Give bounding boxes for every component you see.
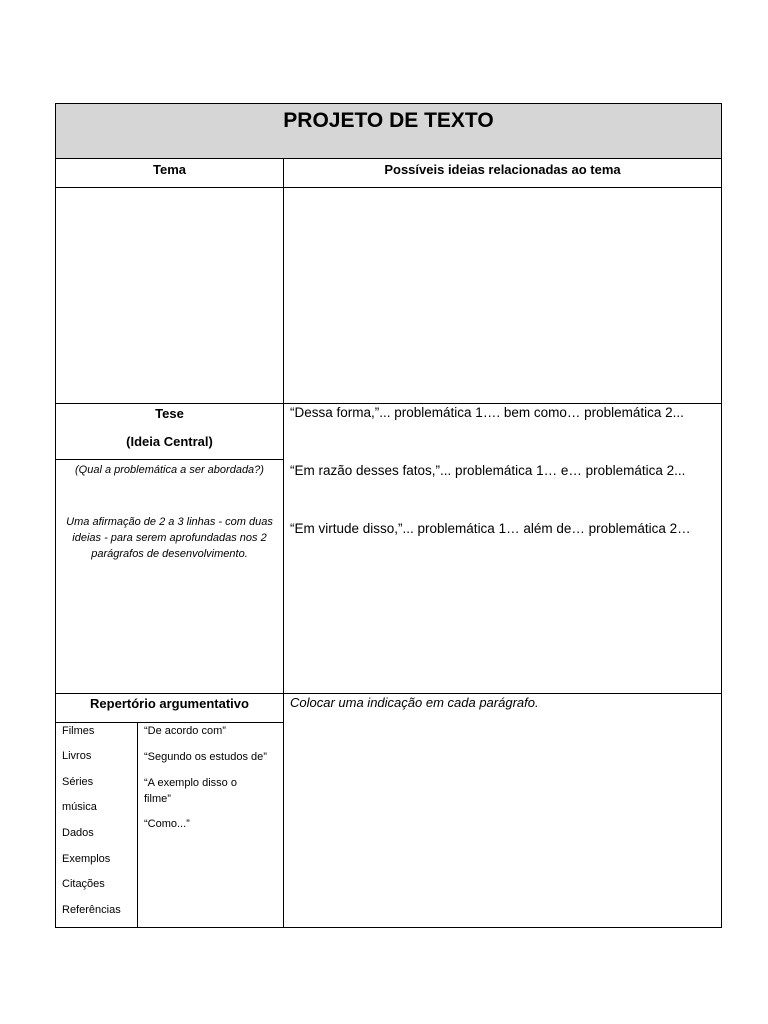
repertorio-connector-item: “Como...” xyxy=(144,818,190,830)
thesis-row-divider xyxy=(56,693,721,694)
repertorio-connector-item: “De acordo com” xyxy=(144,725,226,737)
repertorio-type-item: Séries xyxy=(62,776,94,788)
tese-model-3: “Em virtude disso,”... problemática 1… além de… problemática 2… xyxy=(290,521,691,536)
thesis-label-divider xyxy=(56,459,283,460)
tese-sublabel: (Ideia Central) xyxy=(126,434,213,449)
tese-label: Tese xyxy=(155,406,184,421)
repertorio-label: Repertório argumentativo xyxy=(90,696,249,711)
repertorio-type-item: Filmes xyxy=(62,725,95,737)
repertorio-type-item: música xyxy=(62,801,97,813)
repertorio-instruction: Colocar uma indicação em cada parágrafo. xyxy=(290,695,539,710)
repertorio-type-item: Exemplos xyxy=(62,853,111,865)
page-title: PROJETO DE TEXTO xyxy=(283,109,494,132)
repertorio-answer-area[interactable] xyxy=(284,716,721,927)
repertorio-type-item: Livros xyxy=(62,750,92,762)
tema-answer-area[interactable] xyxy=(56,188,283,403)
tese-instruction: Uma afirmação de 2 a 3 linhas - com duas ideias - para serem aprofundadas nos 2 parágrafos de desenvolvimento. xyxy=(66,516,273,560)
title-divider xyxy=(56,158,721,159)
repertorio-type-item: Referências xyxy=(62,904,121,916)
tese-model-1: “Dessa forma,”... problemática 1…. bem como… problemática 2... xyxy=(290,405,684,420)
repertorio-type-item: Citações xyxy=(62,878,105,890)
theme-row-divider xyxy=(56,403,721,404)
ideias-answer-area[interactable] xyxy=(284,188,721,403)
repertorio-type-item: Dados xyxy=(62,827,94,839)
repertorio-connector-item: “Segundo os estudos de” xyxy=(144,751,267,763)
repertoire-column-divider xyxy=(137,722,138,927)
ideias-header: Possíveis ideias relacionadas ao tema xyxy=(384,162,621,177)
tese-question: (Qual a problemática a ser abordada?) xyxy=(75,464,264,476)
tema-header: Tema xyxy=(153,162,186,177)
repertorio-connector-item: “A exemplo disso o filme” xyxy=(144,777,237,805)
tese-model-2: “Em razão desses fatos,”... problemática 1… e… problemática 2... xyxy=(290,463,686,478)
text-project-table xyxy=(55,103,722,928)
